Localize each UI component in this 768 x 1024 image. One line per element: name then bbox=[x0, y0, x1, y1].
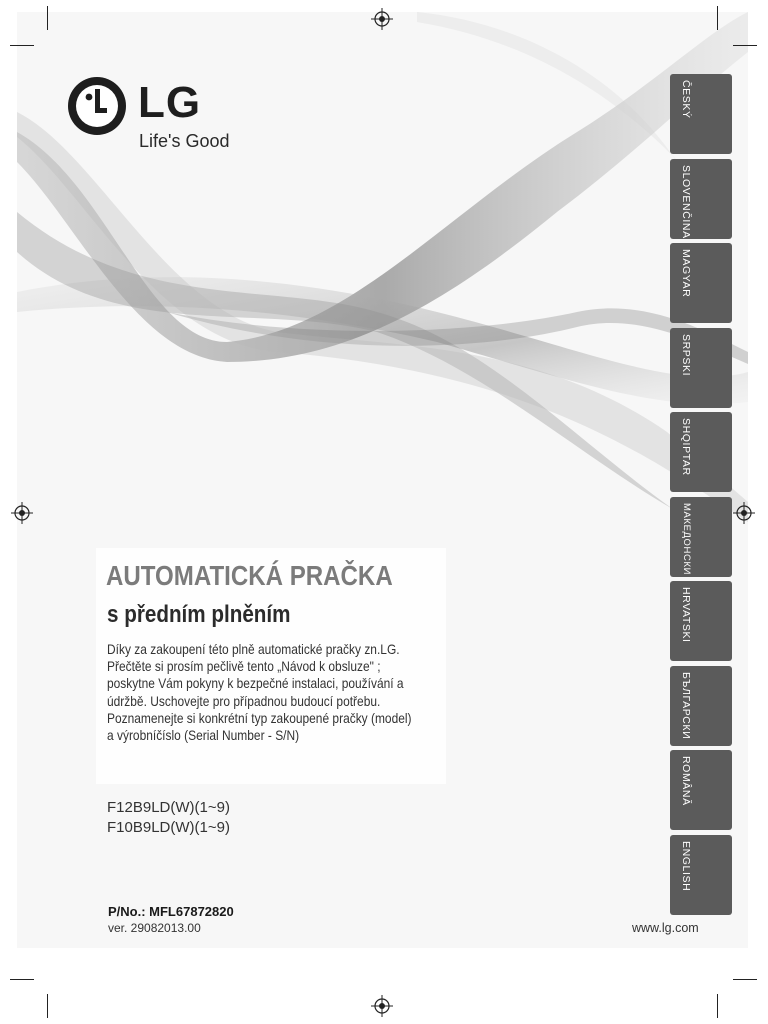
intro-line: Přečtěte si prosím pečlivě tento „Návod k obsluze" ; bbox=[107, 659, 381, 675]
registration-mark-icon bbox=[371, 995, 393, 1017]
intro-line: Poznamenejte si konkrétní typ zakoupené pračky (model) bbox=[107, 710, 412, 726]
registration-mark-icon bbox=[11, 502, 33, 524]
lang-tab-slovencina[interactable] bbox=[670, 159, 732, 239]
lang-tab-label: SRPSKI bbox=[680, 334, 692, 377]
lang-tab-label: HRVATSKI bbox=[680, 587, 692, 643]
crop-mark bbox=[733, 45, 757, 46]
lang-tab-label: ENGLISH bbox=[680, 841, 692, 892]
registration-mark-icon bbox=[371, 8, 393, 30]
crop-mark bbox=[733, 979, 757, 980]
crop-mark bbox=[47, 994, 48, 1018]
model-number: F12B9LD(W)(1~9) bbox=[107, 799, 230, 816]
lang-tab-label: SHQIPTAR bbox=[680, 418, 692, 476]
intro-text bbox=[107, 641, 441, 744]
lang-tab-english[interactable] bbox=[670, 835, 732, 915]
lang-tab-label: ROMÂNĂ bbox=[680, 756, 692, 806]
crop-mark bbox=[47, 6, 48, 30]
crop-mark bbox=[717, 994, 718, 1018]
crop-mark bbox=[10, 979, 34, 980]
lang-tab-balgarski[interactable] bbox=[670, 666, 732, 746]
website-link[interactable]: www.lg.com bbox=[632, 921, 699, 935]
lang-tab-magyar[interactable] bbox=[670, 243, 732, 323]
lang-tab-srpski[interactable] bbox=[670, 328, 732, 408]
lang-tab-label: ČESKÝ bbox=[680, 80, 692, 119]
model-number: F10B9LD(W)(1~9) bbox=[107, 819, 230, 836]
lg-logo-icon bbox=[67, 76, 127, 136]
document-subtitle: s předním plněním bbox=[107, 601, 291, 628]
brand-slogan: Life's Good bbox=[139, 131, 230, 151]
lang-tab-label: БЪЛГАРСКИ bbox=[680, 672, 692, 740]
lang-tab-romana[interactable] bbox=[670, 750, 732, 830]
intro-line: a výrobníčíslo (Serial Number - S/N) bbox=[107, 728, 300, 744]
lang-tab-cesky[interactable] bbox=[670, 74, 732, 154]
version: ver. 29082013.00 bbox=[108, 921, 201, 935]
model-list bbox=[107, 798, 230, 838]
document-title: AUTOMATICKÁ PRAČKA bbox=[106, 560, 393, 591]
lang-tab-label: MAGYAR bbox=[680, 249, 692, 298]
intro-line: Díky za zakoupení této plně automatické pračky zn.LG. bbox=[107, 642, 400, 657]
registration-mark-icon bbox=[733, 502, 755, 524]
lang-tab-shqiptar[interactable] bbox=[670, 412, 732, 492]
crop-mark bbox=[10, 45, 34, 46]
brand-name: LG bbox=[138, 78, 202, 127]
part-number: P/No.: MFL67872820 bbox=[108, 904, 234, 919]
lang-tab-makedonski[interactable] bbox=[670, 497, 732, 577]
lang-tab-hrvatski[interactable] bbox=[670, 581, 732, 661]
lang-tab-label: МАКЕДОНСКИ bbox=[681, 503, 692, 576]
crop-mark bbox=[717, 6, 718, 30]
intro-line: poskytne Vám pokyny k bezpečné instalaci, používání a bbox=[107, 676, 404, 692]
lang-tab-label: SLOVENČINA bbox=[680, 165, 692, 239]
intro-line: údržbě. Uschovejte pro případnou budoucí potřebu. bbox=[107, 693, 381, 709]
